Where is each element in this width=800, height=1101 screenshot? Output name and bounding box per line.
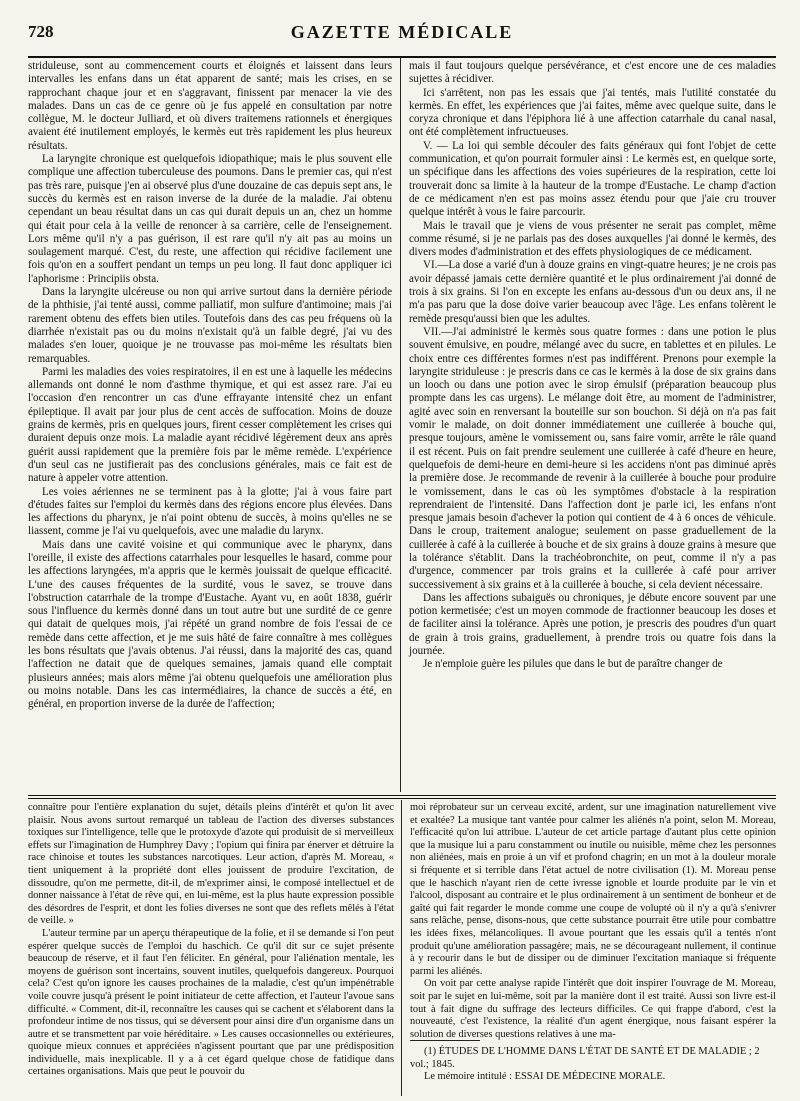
paragraph: L'auteur termine par un aperçu thérapeutique de la folie, et il se demande si l'on peut espérer quelque succès de l'emploi du haschich. Ce qu'il dit sur ce sujet présente beaucoup de réserve, et il faut l'en féliciter. En général, pour l'aliénation mentale, les moyens de guérison sont incertains, souvent inutiles, quelquefois dangereux. Pourquoi cela? C'est qu'on ignore les causes prochaines de la maladie, c'est qu'un impénétrable voile couvre jusqu'à présent le point initiateur de cette affection, et l'auteur l'avoue sans difficulté. « Comment, dit-il, reconnaître les causes qui se cachent et s'élaborent dans la profondeur intime de nos tissus, qui se déversent pour ainsi dire d'un organisme dans un autre et se transmettent par voie héréditaire. » Les causes occasionnelles ou extérieures, quoique mieux connues et appréciées n'agissent pourtant que par une prédisposition individuelle, mais inexplicable. Il y a à cet égard quelque chose de fatidique dans certaines organisations. Mais que peut le pouvoir du (28, 927, 394, 1078)
paragraph: On voit par cette analyse rapide l'intérêt que doit inspirer l'ouvrage de M. Moreau, soit par le sujet en lui-même, soit par la manière dont il est traité. Aussi son livre est-il tout à fait digne du suffrage des lecteurs difficiles. Ce qui frappe d'abord, c'est la nouveauté, c'est l'existence, la réalité d'un agent énergique, nous faisant espérer la solution de diverses questions relatives à une ma- (410, 978, 776, 1040)
paragraph: Mais dans une cavité voisine et qui communique avec le pharynx, dans l'oreille, il existe des affections catarrhales pour lesquelles le hasard, comme pour les affections laryngées, m'a appris que le kermès jouissait de quelque efficacité. L'une des causes fréquentes de la surdité, vous le savez, se trouve dans l'obstruction catarrhale de la trompe d'Eustache. Ayant vu, en août 1838, guérir sous l'influence du kermès donné dans un tout autre but une surdité de ce genre qui datait de quelques mois, j'ai répété un grand nombre de fois l'essai de ce remède dans cette affection, et je me suis hâté de faire connaître à mes collègues les bons résultats que j'avais obtenus. J'ai réussi, dans la majorité des cas, quand l'affection ne datait que de quelques semaines, jamais quand elle comptait plusieurs années; mais alors même j'ai obtenu quelquefois une amélioration plus ou moins notable. Dans les cas intermédiaires, la chance de succès a été, en général, en proportion inverse de la durée de l'affection; (28, 538, 392, 711)
paragraph: striduleuse, sont au commencement courts et éloignés et laissent dans leurs intervalles les enfans dans un état apparent de santé; mais les crises, en se rapprochant chaque jour et en s'aggravant, finissent par menacer la vie des malades. Dans un cas de ce genre où je fus appelé en consultation par notre collègue, M. le docteur Julliard, et où divers traitemens rationnels et énergiques avaient été inutilement employés, le kermès eut très rapidement les plus heureux résultats. (28, 60, 392, 152)
paragraph: La laryngite chronique est quelquefois idiopathique; mais le plus souvent elle complique une affection tuberculeuse des poumons. Dans le premier cas, qui n'est pas très rare, puisque j'en ai observé plus d'une douzaine de cas depuis sept ans, le succès du kermès est en raison inverse de la durée de la maladie. J'ai obtenu cependant un beau résultat dans un cas qui durait depuis un an, chez un homme qui était pour cela à la veille de renoncer à sa carrière, celle de l'enseignement. Lors même qu'il n'y a pas guérison, il est rare qu'il n'y ait pas au moins un soulagement marqué. C'est, du reste, une affection qui récidive facilement une fois qu'on en a souffert pendant un temps un peu long. Il faut donc appliquer ici l'aphorisme : Principiis obsta. (28, 153, 392, 285)
lower-right-column (410, 802, 776, 1040)
footnotes (410, 1046, 776, 1084)
column-divider (400, 58, 401, 792)
paragraph: Dans la laryngite ulcéreuse ou non qui arrive surtout dans la dernière période de la phthisie, j'ai tenté aussi, comme palliatif, mon sulfure d'antimoine; mais j'ai rarement obtenu des effets bien utiles. Toutefois dans des cas peu fréquens où la diarrhée n'existait pas ou du moins n'existait qu'à un faible degré, j'ai vu des malades s'en louer, quoique je ne trouvasse pas moi-même les résultats bien remarquables. (28, 286, 392, 365)
paragraph: Ici s'arrêtent, non pas les essais que j'ai tentés, mais l'utilité constatée du kermès. En effet, les expériences que j'ai faites, même avec quelque suite, dans le coryza chronique et dans l'épiphora lié à une affection catarrhale du canal nasal, ont été complètement infructueuses. (409, 86, 776, 139)
page-number: 728 (28, 22, 54, 41)
paragraph: Les voies aériennes ne se terminent pas à la glotte; j'ai à vous faire part d'études faites sur l'emploi du kermès dans des régions encore plus élevées. Dans les affections du pharynx, je n'ai point obtenu de succès, à moins qu'elles ne se liassent, comme je l'ai vu quelquefois, avec une maladie du larynx. (28, 485, 392, 538)
feuilleton-rule-double (28, 798, 776, 799)
footnote-rule (410, 1040, 480, 1041)
paragraph: Mais le travail que je viens de vous présenter ne serait pas complet, même comme résumé, si je ne parlais pas des doses auxquelles j'ai donné le kermès, des divers modes d'administration et des effets physiologiques de ce médicament. (409, 219, 776, 259)
paragraph: Je n'emploie guère les pilules que dans le but de paraître changer de (423, 658, 723, 671)
lower-left-column (28, 802, 394, 1094)
upper-left-column (28, 60, 392, 790)
page-header (28, 22, 776, 48)
paragraph: Parmi les maladies des voies respiratoires, il en est une à laquelle les médecins allemands ont donné le nom d'asthme thymique, et qui est assez rare. J'ai eu l'occasion d'en rencontrer un cas d'une effrayante intensité chez un enfant épileptique. Il avait par jour plus de cent accès de suffocation. Moins de douze grains de kermès, pris en quelques jours, firent cesser complètement les crises qui duraient depuis onze mois. La maladie ayant récidivé légèrement deux ans après guérit aussi rapidement que la première fois par le même remède. L'expérience d'un seul cas ne justifierait pas des conclusions générales, mais ce fait est de nature à appeler votre attention. (28, 365, 392, 485)
paragraph: V. — La loi qui semble découler des faits généraux qui font l'objet de cette communication, et qu'on pourrait formuler ainsi : Le kermès est, en quelque sorte, un spécifique dans les affections des voies supérieures de la respiration, cette loi trouverait donc sa limite à la hauteur de la trompe d'Eustache. Le champ d'action de ce médicament n'en est pas moins assez étendu pour que j'aie cru trouver quelque intérêt à vous le faire parcourir. (409, 139, 776, 219)
header-rule (28, 56, 776, 58)
paragraph: moi réprobateur sur un cerveau excité, ardent, sur une imagination naturellement vive et exaltée? La musique tant vantée pour calmer les aliénés n'a point, selon M. Moreau, l'efficacité qu'on lui attribue. L'auteur de cet article partage d'autant plus cette opinion que la musique lui a paru constamment ou inutile ou nuisible, même chez les personnes non aliénées, mais en proie à un vif et profond chagrin; en un mot à la douleur morale si fréquente et si terrible dans l'état actuel de notre civilisation (1). M. Moreau pense que le haschich n'ayant rien de cette ivresse ignoble et lourde produite par le vin et l'alcool, disposant au contraire et le plus ordinairement à un sentiment de bonheur et de gaîté qui fait regarder le monde comme une coupe de volupté où il n'y a qu'à s'enivrer sans relâche, pense, disons-nous, que cette substance pourrait être utile pour combattre les idées fixes, mélancoliques. Il avoue pourtant que les essais qu'il a tentés n'ont produit qu'une amélioration passagère; mais, ne se décourageant nullement, il continue à y recourir dans le but de dissiper ou de diminuer l'excitation maniaque si fréquente parmi les aliénés. (410, 802, 776, 977)
paragraph: Dans les affections subaiguës ou chroniques, je débute encore souvent par une potion kermetisée; c'est un moyen commode de fractionner beaucoup les doses et de faciliter ainsi la tolérance. Après une potion, je prescris des poudres d'un quart de grain à trois grains, graduellement, à prendre trois ou quatre fois dans la journée. (409, 591, 776, 658)
paragraph: VII.—J'ai administré le kermès sous quatre formes : dans une potion le plus souvent émulsive, en poudre, mélangé avec du sucre, en tablettes et en pilules. Le choix entre ces différentes formes n'est pas indifférent. Prenons pour exemple la laryngite striduleuse : je prescris dans ce cas le kermès à la dose de six grains dans un looch ou dans une potion avec le sirop émulsif (préparation beaucoup plus prompte dans les cas urgens). Le mélange doit être, au moment de l'administrer, agité avec soin en renversant la bouteille sur son bouchon. Si déjà on n'a pas fait vomir le malade, on doit donner immédiatement une cuillerée à bouche qui, presque toujours, amène le vomissement ou, sans faire vomir, arrête le râle quand il est récent. Puis on fait prendre seulement une cuillerée à café d'heure en heure, quelquefois de demi-heure en demi-heure si les accidens n'ont pas diminué après la première dose. Je recommande de revenir à la cuillerée à bouche pour produire le vomissement, dans le cas où les symptômes d'obstacle à la respiration reprendraient de l'intensité. Dans l'affection dont je parle ici, les enfans n'ont presque jamais besoin d'achever la potion qui contient de 4 à 6 onces de véhicule. Dans le croup, traitement analogue; seulement on passe graduellement de la cuillerée à café à la cuillerée à bouche et de six grains à douze grains à mesure que la tolérance s'établit. Dans la trachéobronchite, on peut, comme il n'y a pas d'urgence, commencer par trois grains et la cuillerée à café pour arriver successivement à six grains et à la cuillerée à bouche, si cela devient nécessaire. (409, 325, 776, 591)
footnote: Le mémoire intitulé : ESSAI DE MÉDECINE MORALE. (424, 1071, 666, 1083)
feuilleton-rule (28, 795, 776, 796)
journal-title: GAZETTE MÉDICALE (290, 22, 514, 42)
paragraph: connaître pour l'entière explanation du sujet, détails pleins d'intérêt et qu'on lit avec plaisir. Nous avons surtout remarqué un tableau de l'action des diverses substances toxiques sur l'intelligence, telle que le protoxyde d'azote qui produisit de si merveilleux effets sur l'imagination de Humphrey Davy ; l'opium qui finira par énerver et détruire la race chinoise et toutes les substances narcotiques. Leur action, d'après M. Moreau, « tient uniquement à la propriété dont elles jouissent de produire l'excitation, de dissoudre, qu'on me permette, dit-il, de m'exprimer ainsi, le composé intellectuel et de donner naissance à l'état de rêve qui, en lui-même, est la plus haute expression possible des désordres de l'esprit, et dont les folies diverses ne sont que des reflets mêlés à l'état de veille. » (28, 802, 394, 927)
upper-right-column (409, 60, 776, 790)
paragraph: mais il faut toujours quelque persévérance, et c'est encore une de ces maladies sujettes à récidiver. (409, 60, 776, 86)
column-divider (401, 800, 402, 1096)
paragraph: VI.—La dose a varié d'un à douze grains en vingt-quatre heures; je ne crois pas avoir dépassé jamais cette dernière quantité et le plus ordinairement j'ai donné de trois à six grains. Si l'on en excepte les enfans au-dessous d'un ou deux ans, il ne m'a pas paru que la dose doive varier beaucoup avec l'âge. Les enfans tolèrent le remède presqu'aussi bien que les adultes. (409, 259, 776, 325)
footnote: (1) ÉTUDES DE L'HOMME DANS L'ÉTAT DE SANTÉ ET DE MALADIE ; 2 vol.; 1845. (410, 1046, 760, 1070)
